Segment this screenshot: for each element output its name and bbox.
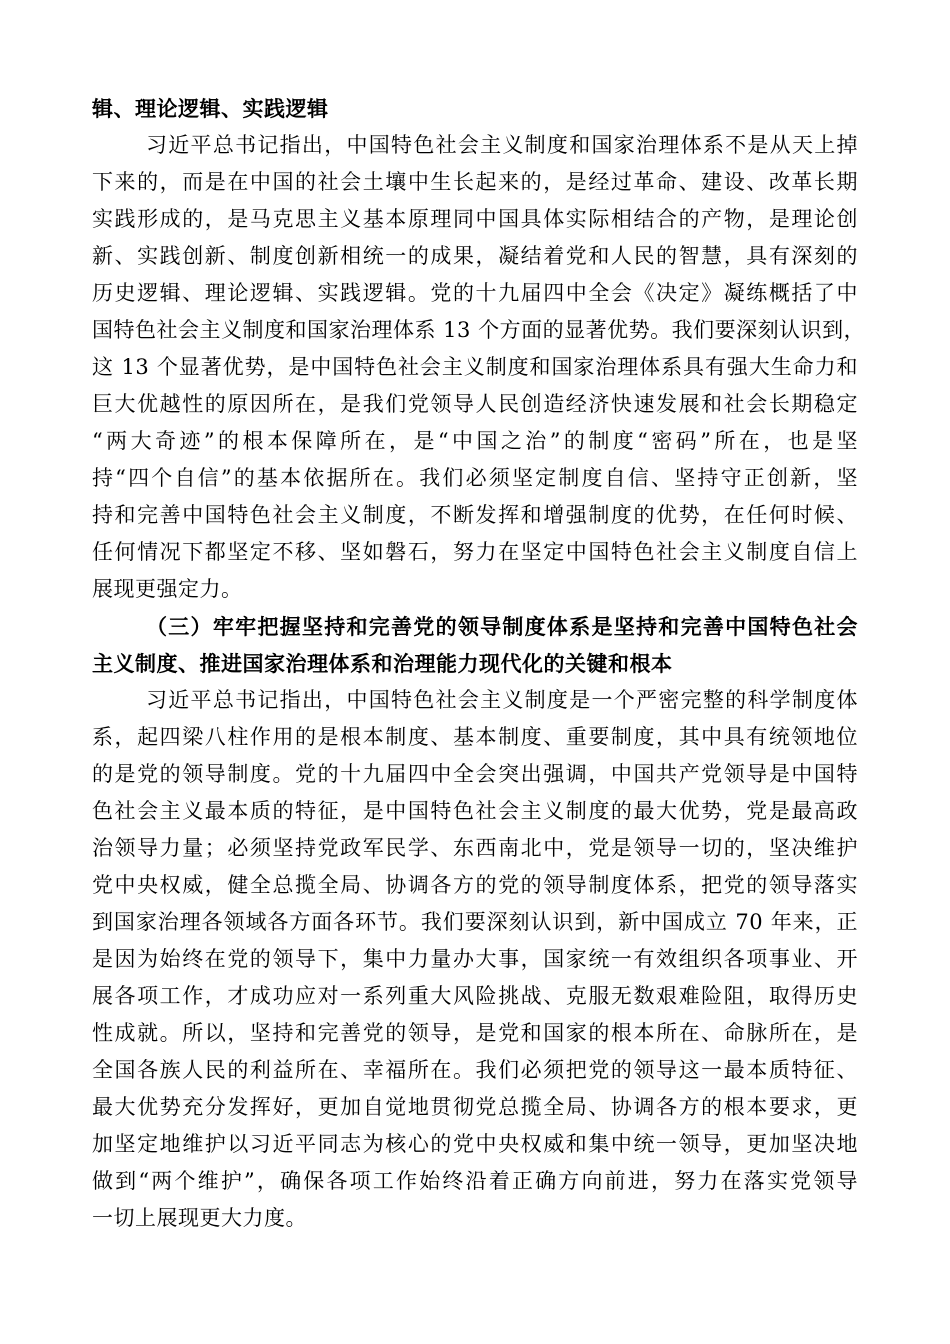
text-line: 做到“两个维护”，确保各项工作始终沿着正确方向前进，努力在落实党领导 (92, 1169, 858, 1193)
heading-line: 辑、理论逻辑、实践逻辑 (92, 96, 329, 121)
text-line: 下来的，而是在中国的社会土壤中生长起来的，是经过革命、建设、改革长期 (92, 170, 858, 194)
text-line: 巨大优越性的原因所在，是我们党领导人民创造经济快速发展和社会长期稳定 (92, 392, 858, 416)
text-line: 新、实践创新、制度创新相统一的成果，凝结着党和人民的智慧，具有深刻的 (92, 244, 858, 268)
text-line: 实践形成的，是马克思主义基本原理同中国具体实际相结合的产物，是理论创 (92, 207, 858, 231)
text-line: “两大奇迹”的根本保障所在，是“中国之治”的制度“密码”所在，也是坚 (92, 429, 858, 453)
text-line: 性成就。所以，坚持和完善党的领导，是党和国家的根本所在、命脉所在，是 (92, 1021, 858, 1045)
text-line: 任何情况下都坚定不移、坚如磐石，努力在坚定中国特色社会主义制度自信上 (92, 540, 858, 564)
text-line: 国特色社会主义制度和国家治理体系 13 个方面的显著优势。我们要深刻认识到， (92, 318, 866, 342)
text-line: 展各项工作，才成功应对一系列重大风险挑战、克服无数艰难险阻，取得历史 (92, 984, 858, 1008)
text-line: 党中央权威，健全总揽全局、协调各方的党的领导制度体系，把党的领导落实 (92, 873, 858, 897)
text-line: 展现更强定力。 (92, 577, 243, 601)
text-line: 这 13 个显著优势，是中国特色社会主义制度和国家治理体系具有强大生命力和 (92, 355, 858, 379)
text-line: 持和完善中国特色社会主义制度，不断发挥和增强制度的优势，在任何时候、 (92, 503, 858, 527)
text-line: 色社会主义最本质的特征，是中国特色社会主义制度的最大优势，党是最高政 (92, 799, 858, 823)
text-line: 是因为始终在党的领导下，集中力量办大事，国家统一有效组织各项事业、开 (92, 947, 858, 971)
heading-line: 主义制度、推进国家治理体系和治理能力现代化的关键和根本 (92, 651, 673, 676)
text-line: 到国家治理各领域各方面各环节。我们要深刻认识到，新中国成立 70 年来，正 (92, 910, 858, 934)
heading-line: （三）牢牢把握坚持和完善党的领导制度体系是坚持和完善中国特色社会 (146, 614, 858, 639)
text-line: 的是党的领导制度。党的十九届四中全会突出强调，中国共产党领导是中国特 (92, 762, 858, 786)
text-line: 治领导力量；必须坚持党政军民学、东西南北中，党是领导一切的，坚决维护 (92, 836, 858, 860)
text-line: 习近平总书记指出，中国特色社会主义制度和国家治理体系不是从天上掉 (146, 133, 858, 157)
text-line: 系，起四梁八柱作用的是根本制度、基本制度、重要制度，其中具有统领地位 (92, 725, 858, 749)
text-line: 加坚定地维护以习近平同志为核心的党中央权威和集中统一领导，更加坚决地 (92, 1132, 858, 1156)
text-line: 最大优势充分发挥好，更加自觉地贯彻党总揽全局、协调各方的根本要求，更 (92, 1095, 858, 1119)
text-line: 历史逻辑、理论逻辑、实践逻辑。党的十九届四中全会《决定》凝练概括了中 (92, 281, 858, 305)
document-page (92, 90, 866, 1237)
text-line: 一切上展现更大力度。 (92, 1206, 307, 1230)
text-line: 持“四个自信”的基本依据所在。我们必须坚定制度自信、坚持守正创新，坚 (92, 466, 858, 490)
text-line: 习近平总书记指出，中国特色社会主义制度是一个严密完整的科学制度体 (146, 688, 858, 712)
text-line: 全国各族人民的利益所在、幸福所在。我们必须把党的领导这一最本质特征、 (92, 1058, 858, 1082)
